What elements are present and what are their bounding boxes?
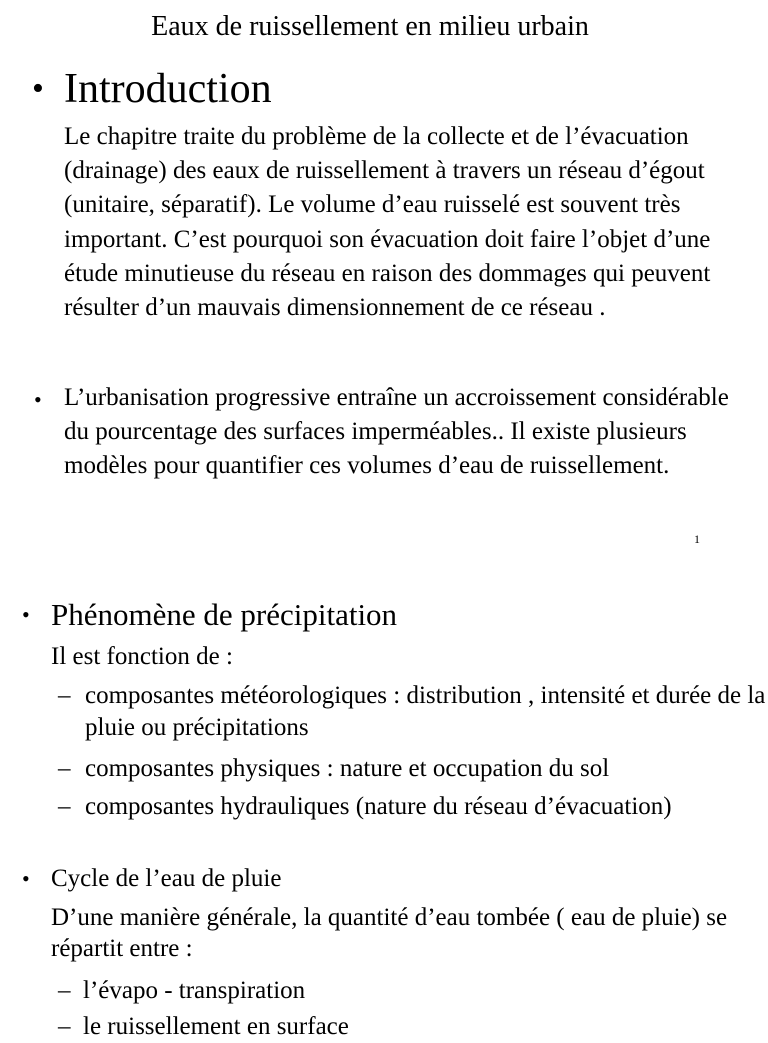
bullet-marker: • (34, 387, 42, 412)
bullet-marker: • (32, 70, 44, 107)
list-item-meteorological: composantes météorologiques : distribution , intensité et durée de la pluie ou précipitations (85, 682, 766, 741)
section-heading-introduction: Introduction (64, 66, 272, 112)
section-heading-precipitation: Phénomène de précipitation (51, 597, 398, 632)
dash-marker: – (58, 755, 71, 782)
section-heading-rain-cycle: Cycle de l’eau de pluie (51, 865, 282, 892)
dash-marker: – (58, 977, 71, 1004)
slide-title: Eaux de ruissellement en milieu urbain (151, 11, 589, 42)
dash-marker: – (58, 793, 71, 820)
list-item-hydraulic: composantes hydrauliques (nature du réseau d’évacuation) (85, 793, 672, 820)
page-number: 1 (694, 532, 700, 546)
precipitation-intro: Il est fonction de : (51, 643, 233, 670)
list-item-evapotranspiration: l’évapo - transpiration (83, 977, 306, 1004)
urbanisation-paragraph: L’urbanisation progressive entraîne un accroissement considérable du pourcentage des surfaces imperméables.. Il existe plusieurs modèles pour quantifier ces volumes d’eau de ruissellement. (64, 384, 729, 480)
bullet-marker: • (22, 602, 30, 627)
bullet-marker: • (22, 866, 30, 891)
dash-marker: – (58, 682, 71, 709)
introduction-paragraph: Le chapitre traite du problème de la collecte et de l’évacuation (drainage) des eaux de ruissellement à travers un réseau d’égout (unitaire, séparatif). Le volume d’eau ruisselé est souvent très important. C’est pourquoi son évacuation doit faire l’objet d’une étude minutieuse du réseau en raison des dommages qui peuvent résulter d’un mauvais dimensionnement de ce réseau . (64, 123, 711, 322)
dash-marker: – (58, 1013, 71, 1040)
rain-cycle-paragraph: D’une manière générale, la quantité d’eau tombée ( eau de pluie) se répartit entre : (51, 904, 728, 962)
list-item-physical: composantes physiques : nature et occupation du sol (85, 755, 610, 782)
list-item-surface-runoff: le ruissellement en surface (83, 1013, 349, 1040)
